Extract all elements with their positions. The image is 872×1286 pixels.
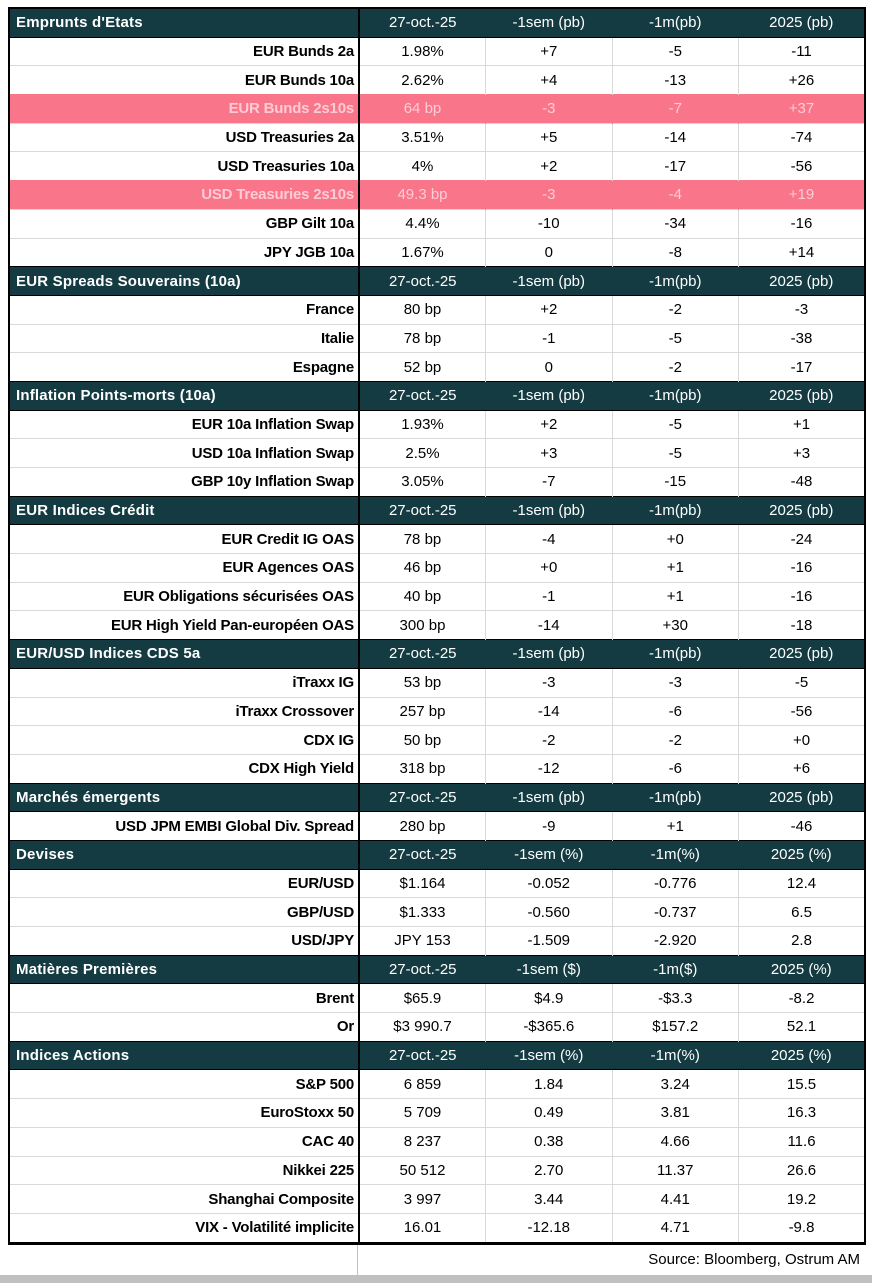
section-title: Matières Premières — [9, 955, 359, 984]
column-header: 2025 (pb) — [739, 640, 866, 669]
row-label: Nikkei 225 — [9, 1156, 359, 1185]
table-row — [9, 209, 865, 238]
value-cell: 318 bp — [359, 754, 486, 783]
column-header: -1sem (pb) — [486, 496, 613, 525]
column-header: 2025 (%) — [739, 955, 866, 984]
table-row — [9, 754, 865, 783]
market-table-body — [9, 8, 865, 1243]
table-row — [9, 1070, 865, 1099]
value-cell: -8.2 — [739, 984, 866, 1013]
column-header: 2025 (pb) — [739, 267, 866, 296]
row-label: EUR Bunds 2a — [9, 37, 359, 66]
value-cell: +19 — [739, 181, 866, 210]
row-label: France — [9, 295, 359, 324]
value-cell: 16.01 — [359, 1213, 486, 1243]
value-cell: -6 — [612, 697, 739, 726]
value-cell: 50 bp — [359, 726, 486, 755]
value-cell: -14 — [486, 697, 613, 726]
value-cell: -2.920 — [612, 927, 739, 956]
column-header: 27-oct.-25 — [359, 381, 486, 410]
table-row — [9, 611, 865, 640]
value-cell: 4.71 — [612, 1213, 739, 1243]
column-header: 27-oct.-25 — [359, 496, 486, 525]
value-cell: -2 — [612, 353, 739, 382]
value-cell: +2 — [486, 152, 613, 181]
table-row — [9, 726, 865, 755]
section-title: EUR Indices Crédit — [9, 496, 359, 525]
value-cell: -2 — [612, 295, 739, 324]
table-row — [9, 1127, 865, 1156]
table-row — [9, 525, 865, 554]
value-cell: 49.3 bp — [359, 181, 486, 210]
value-cell: -3 — [486, 95, 613, 124]
value-cell: 53 bp — [359, 668, 486, 697]
value-cell: -10 — [486, 209, 613, 238]
table-row — [9, 123, 865, 152]
value-cell: 1.67% — [359, 238, 486, 267]
table-row — [9, 927, 865, 956]
value-cell: +3 — [739, 439, 866, 468]
value-cell: 4.66 — [612, 1127, 739, 1156]
row-label: EUR/USD — [9, 869, 359, 898]
value-cell: $157.2 — [612, 1013, 739, 1042]
table-row — [9, 582, 865, 611]
table-row — [9, 324, 865, 353]
value-cell: +0 — [612, 525, 739, 554]
value-cell: -17 — [612, 152, 739, 181]
row-label: S&P 500 — [9, 1070, 359, 1099]
row-label: USD Treasuries 2a — [9, 123, 359, 152]
value-cell: 0.49 — [486, 1099, 613, 1128]
row-label: Espagne — [9, 353, 359, 382]
value-cell: 6.5 — [739, 898, 866, 927]
row-label: GBP Gilt 10a — [9, 209, 359, 238]
value-cell: -15 — [612, 468, 739, 497]
value-cell: 1.93% — [359, 410, 486, 439]
value-cell: -34 — [612, 209, 739, 238]
value-cell: $1.333 — [359, 898, 486, 927]
value-cell: 4.4% — [359, 209, 486, 238]
table-row — [9, 295, 865, 324]
row-label: Shanghai Composite — [9, 1185, 359, 1214]
value-cell: -11 — [739, 37, 866, 66]
row-label: GBP 10y Inflation Swap — [9, 468, 359, 497]
table-row — [9, 869, 865, 898]
row-label: GBP/USD — [9, 898, 359, 927]
column-header: -1sem (pb) — [486, 783, 613, 812]
value-cell: 3.81 — [612, 1099, 739, 1128]
value-cell: 2.5% — [359, 439, 486, 468]
value-cell: 80 bp — [359, 295, 486, 324]
column-header: 27-oct.-25 — [359, 783, 486, 812]
value-cell: 4% — [359, 152, 486, 181]
value-cell: +1 — [739, 410, 866, 439]
row-label: EUR Bunds 10a — [9, 66, 359, 95]
value-cell: -4 — [612, 181, 739, 210]
value-cell: -38 — [739, 324, 866, 353]
value-cell: -5 — [612, 410, 739, 439]
value-cell: +26 — [739, 66, 866, 95]
section-title: EUR/USD Indices CDS 5a — [9, 640, 359, 669]
column-header: -1sem (pb) — [486, 640, 613, 669]
value-cell: -0.560 — [486, 898, 613, 927]
section-header-row — [9, 955, 865, 984]
section-title: Indices Actions — [9, 1041, 359, 1070]
value-cell: 3.24 — [612, 1070, 739, 1099]
table-row — [9, 181, 865, 210]
value-cell: 19.2 — [739, 1185, 866, 1214]
value-cell: 3 997 — [359, 1185, 486, 1214]
value-cell: 52 bp — [359, 353, 486, 382]
value-cell: -56 — [739, 152, 866, 181]
value-cell: 78 bp — [359, 525, 486, 554]
column-header: -1m(%) — [612, 1041, 739, 1070]
value-cell: 12.4 — [739, 869, 866, 898]
table-row — [9, 1013, 865, 1042]
value-cell: -16 — [739, 582, 866, 611]
row-label: USD 10a Inflation Swap — [9, 439, 359, 468]
column-header: -1sem (%) — [486, 840, 613, 869]
value-cell: -5 — [612, 439, 739, 468]
value-cell: -3 — [739, 295, 866, 324]
column-header: -1sem (pb) — [486, 381, 613, 410]
table-row — [9, 439, 865, 468]
value-cell: -13 — [612, 66, 739, 95]
table-row — [9, 95, 865, 124]
row-label: USD/JPY — [9, 927, 359, 956]
value-cell: -24 — [739, 525, 866, 554]
value-cell: 6 859 — [359, 1070, 486, 1099]
section-title: Inflation Points-morts (10a) — [9, 381, 359, 410]
value-cell: -56 — [739, 697, 866, 726]
table-row — [9, 1185, 865, 1214]
row-label: VIX - Volatilité implicite — [9, 1213, 359, 1243]
value-cell: +2 — [486, 295, 613, 324]
table-row — [9, 152, 865, 181]
section-header-row — [9, 783, 865, 812]
value-cell: -6 — [612, 754, 739, 783]
column-header: 2025 (pb) — [739, 783, 866, 812]
value-cell: 3.05% — [359, 468, 486, 497]
value-cell: -12 — [486, 754, 613, 783]
column-header: -1m(pb) — [612, 381, 739, 410]
value-cell: 4.41 — [612, 1185, 739, 1214]
row-label: JPY JGB 10a — [9, 238, 359, 267]
column-header: 27-oct.-25 — [359, 640, 486, 669]
value-cell: 3.44 — [486, 1185, 613, 1214]
value-cell: -0.737 — [612, 898, 739, 927]
row-label: EUR Bunds 2s10s — [9, 95, 359, 124]
section-header-row — [9, 1041, 865, 1070]
table-row — [9, 668, 865, 697]
value-cell: 11.6 — [739, 1127, 866, 1156]
value-cell: -14 — [612, 123, 739, 152]
section-header-row — [9, 8, 865, 37]
value-cell: 16.3 — [739, 1099, 866, 1128]
section-header-row — [9, 640, 865, 669]
value-cell: +14 — [739, 238, 866, 267]
value-cell: -5 — [739, 668, 866, 697]
row-label: Italie — [9, 324, 359, 353]
value-cell: JPY 153 — [359, 927, 486, 956]
value-cell: +4 — [486, 66, 613, 95]
row-label: CAC 40 — [9, 1127, 359, 1156]
value-cell: -3 — [612, 668, 739, 697]
table-row — [9, 898, 865, 927]
value-cell: -3 — [486, 181, 613, 210]
table-row — [9, 1099, 865, 1128]
value-cell: -$365.6 — [486, 1013, 613, 1042]
section-header-row — [9, 267, 865, 296]
row-label: Or — [9, 1013, 359, 1042]
value-cell: 8 237 — [359, 1127, 486, 1156]
row-label: CDX IG — [9, 726, 359, 755]
value-cell: 3.51% — [359, 123, 486, 152]
value-cell: -9 — [486, 812, 613, 841]
value-cell: 40 bp — [359, 582, 486, 611]
column-header: -1m(pb) — [612, 8, 739, 37]
value-cell: -2 — [612, 726, 739, 755]
column-header: 27-oct.-25 — [359, 955, 486, 984]
column-header: 27-oct.-25 — [359, 267, 486, 296]
value-cell: -7 — [612, 95, 739, 124]
column-header: -1sem (%) — [486, 1041, 613, 1070]
table-row — [9, 468, 865, 497]
section-title: Emprunts d'Etats — [9, 8, 359, 37]
value-cell: -2 — [486, 726, 613, 755]
column-header: -1sem (pb) — [486, 267, 613, 296]
value-cell: 2.8 — [739, 927, 866, 956]
value-cell: +1 — [612, 812, 739, 841]
column-header: 2025 (pb) — [739, 496, 866, 525]
value-cell: -12.18 — [486, 1213, 613, 1243]
value-cell: -1.509 — [486, 927, 613, 956]
table-row — [9, 1156, 865, 1185]
value-cell: 1.84 — [486, 1070, 613, 1099]
value-cell: -8 — [612, 238, 739, 267]
column-header: -1m(pb) — [612, 783, 739, 812]
value-cell: $1.164 — [359, 869, 486, 898]
column-header: 27-oct.-25 — [359, 8, 486, 37]
value-cell: -5 — [612, 324, 739, 353]
value-cell: -3 — [486, 668, 613, 697]
column-header: -1m(pb) — [612, 267, 739, 296]
section-header-row — [9, 381, 865, 410]
value-cell: -16 — [739, 209, 866, 238]
value-cell: -16 — [739, 554, 866, 583]
row-label: EUR Obligations sécurisées OAS — [9, 582, 359, 611]
value-cell: 300 bp — [359, 611, 486, 640]
value-cell: $65.9 — [359, 984, 486, 1013]
table-footer — [8, 1245, 864, 1275]
value-cell: 2.62% — [359, 66, 486, 95]
value-cell: -74 — [739, 123, 866, 152]
footer-spacer — [8, 1245, 358, 1275]
value-cell: $3 990.7 — [359, 1013, 486, 1042]
row-label: EUR Agences OAS — [9, 554, 359, 583]
row-label: Brent — [9, 984, 359, 1013]
value-cell: -18 — [739, 611, 866, 640]
value-cell: 280 bp — [359, 812, 486, 841]
section-title: Devises — [9, 840, 359, 869]
value-cell: +5 — [486, 123, 613, 152]
value-cell: +0 — [486, 554, 613, 583]
value-cell: -9.8 — [739, 1213, 866, 1243]
row-label: EUR High Yield Pan-européen OAS — [9, 611, 359, 640]
value-cell: 78 bp — [359, 324, 486, 353]
value-cell: +1 — [612, 554, 739, 583]
row-label: iTraxx Crossover — [9, 697, 359, 726]
table-row — [9, 37, 865, 66]
section-title: EUR Spreads Souverains (10a) — [9, 267, 359, 296]
value-cell: -46 — [739, 812, 866, 841]
value-cell: -4 — [486, 525, 613, 554]
value-cell: -1 — [486, 324, 613, 353]
column-header: 27-oct.-25 — [359, 1041, 486, 1070]
value-cell: +1 — [612, 582, 739, 611]
section-header-row — [9, 840, 865, 869]
table-row — [9, 812, 865, 841]
column-header: -1sem (pb) — [486, 8, 613, 37]
value-cell: 0 — [486, 238, 613, 267]
row-label: EUR Credit IG OAS — [9, 525, 359, 554]
bottom-edge-strip — [0, 1275, 872, 1283]
value-cell: 50 512 — [359, 1156, 486, 1185]
table-row — [9, 1213, 865, 1243]
table-row — [9, 353, 865, 382]
value-cell: +2 — [486, 410, 613, 439]
column-header: -1sem ($) — [486, 955, 613, 984]
row-label: USD JPM EMBI Global Div. Spread — [9, 812, 359, 841]
market-table — [8, 7, 866, 1245]
value-cell: 52.1 — [739, 1013, 866, 1042]
table-row — [9, 410, 865, 439]
row-label: USD Treasuries 2s10s — [9, 181, 359, 210]
value-cell: -0.776 — [612, 869, 739, 898]
value-cell: 26.6 — [739, 1156, 866, 1185]
table-row — [9, 984, 865, 1013]
value-cell: $4.9 — [486, 984, 613, 1013]
column-header: -1m(pb) — [612, 640, 739, 669]
table-row — [9, 66, 865, 95]
value-cell: -14 — [486, 611, 613, 640]
column-header: 27-oct.-25 — [359, 840, 486, 869]
row-label: iTraxx IG — [9, 668, 359, 697]
table-row — [9, 238, 865, 267]
value-cell: 46 bp — [359, 554, 486, 583]
value-cell: -5 — [612, 37, 739, 66]
value-cell: +0 — [739, 726, 866, 755]
section-header-row — [9, 496, 865, 525]
value-cell: -1 — [486, 582, 613, 611]
column-header: 2025 (%) — [739, 840, 866, 869]
table-row — [9, 554, 865, 583]
value-cell: 15.5 — [739, 1070, 866, 1099]
column-header: 2025 (%) — [739, 1041, 866, 1070]
table-row — [9, 697, 865, 726]
value-cell: -7 — [486, 468, 613, 497]
value-cell: +7 — [486, 37, 613, 66]
row-label: EUR 10a Inflation Swap — [9, 410, 359, 439]
row-label: EuroStoxx 50 — [9, 1099, 359, 1128]
column-header: 2025 (pb) — [739, 381, 866, 410]
value-cell: +30 — [612, 611, 739, 640]
section-title: Marchés émergents — [9, 783, 359, 812]
column-header: 2025 (pb) — [739, 8, 866, 37]
value-cell: 2.70 — [486, 1156, 613, 1185]
value-cell: 0 — [486, 353, 613, 382]
value-cell: 5 709 — [359, 1099, 486, 1128]
value-cell: -17 — [739, 353, 866, 382]
value-cell: +3 — [486, 439, 613, 468]
column-header: -1m(%) — [612, 840, 739, 869]
column-header: -1m($) — [612, 955, 739, 984]
value-cell: -0.052 — [486, 869, 613, 898]
value-cell: -$3.3 — [612, 984, 739, 1013]
value-cell: 11.37 — [612, 1156, 739, 1185]
row-label: CDX High Yield — [9, 754, 359, 783]
value-cell: -48 — [739, 468, 866, 497]
value-cell: +37 — [739, 95, 866, 124]
source-attribution: Source: Bloomberg, Ostrum AM — [648, 1251, 860, 1269]
column-header: -1m(pb) — [612, 496, 739, 525]
value-cell: 64 bp — [359, 95, 486, 124]
value-cell: 257 bp — [359, 697, 486, 726]
value-cell: 1.98% — [359, 37, 486, 66]
value-cell: 0.38 — [486, 1127, 613, 1156]
row-label: USD Treasuries 10a — [9, 152, 359, 181]
value-cell: +6 — [739, 754, 866, 783]
